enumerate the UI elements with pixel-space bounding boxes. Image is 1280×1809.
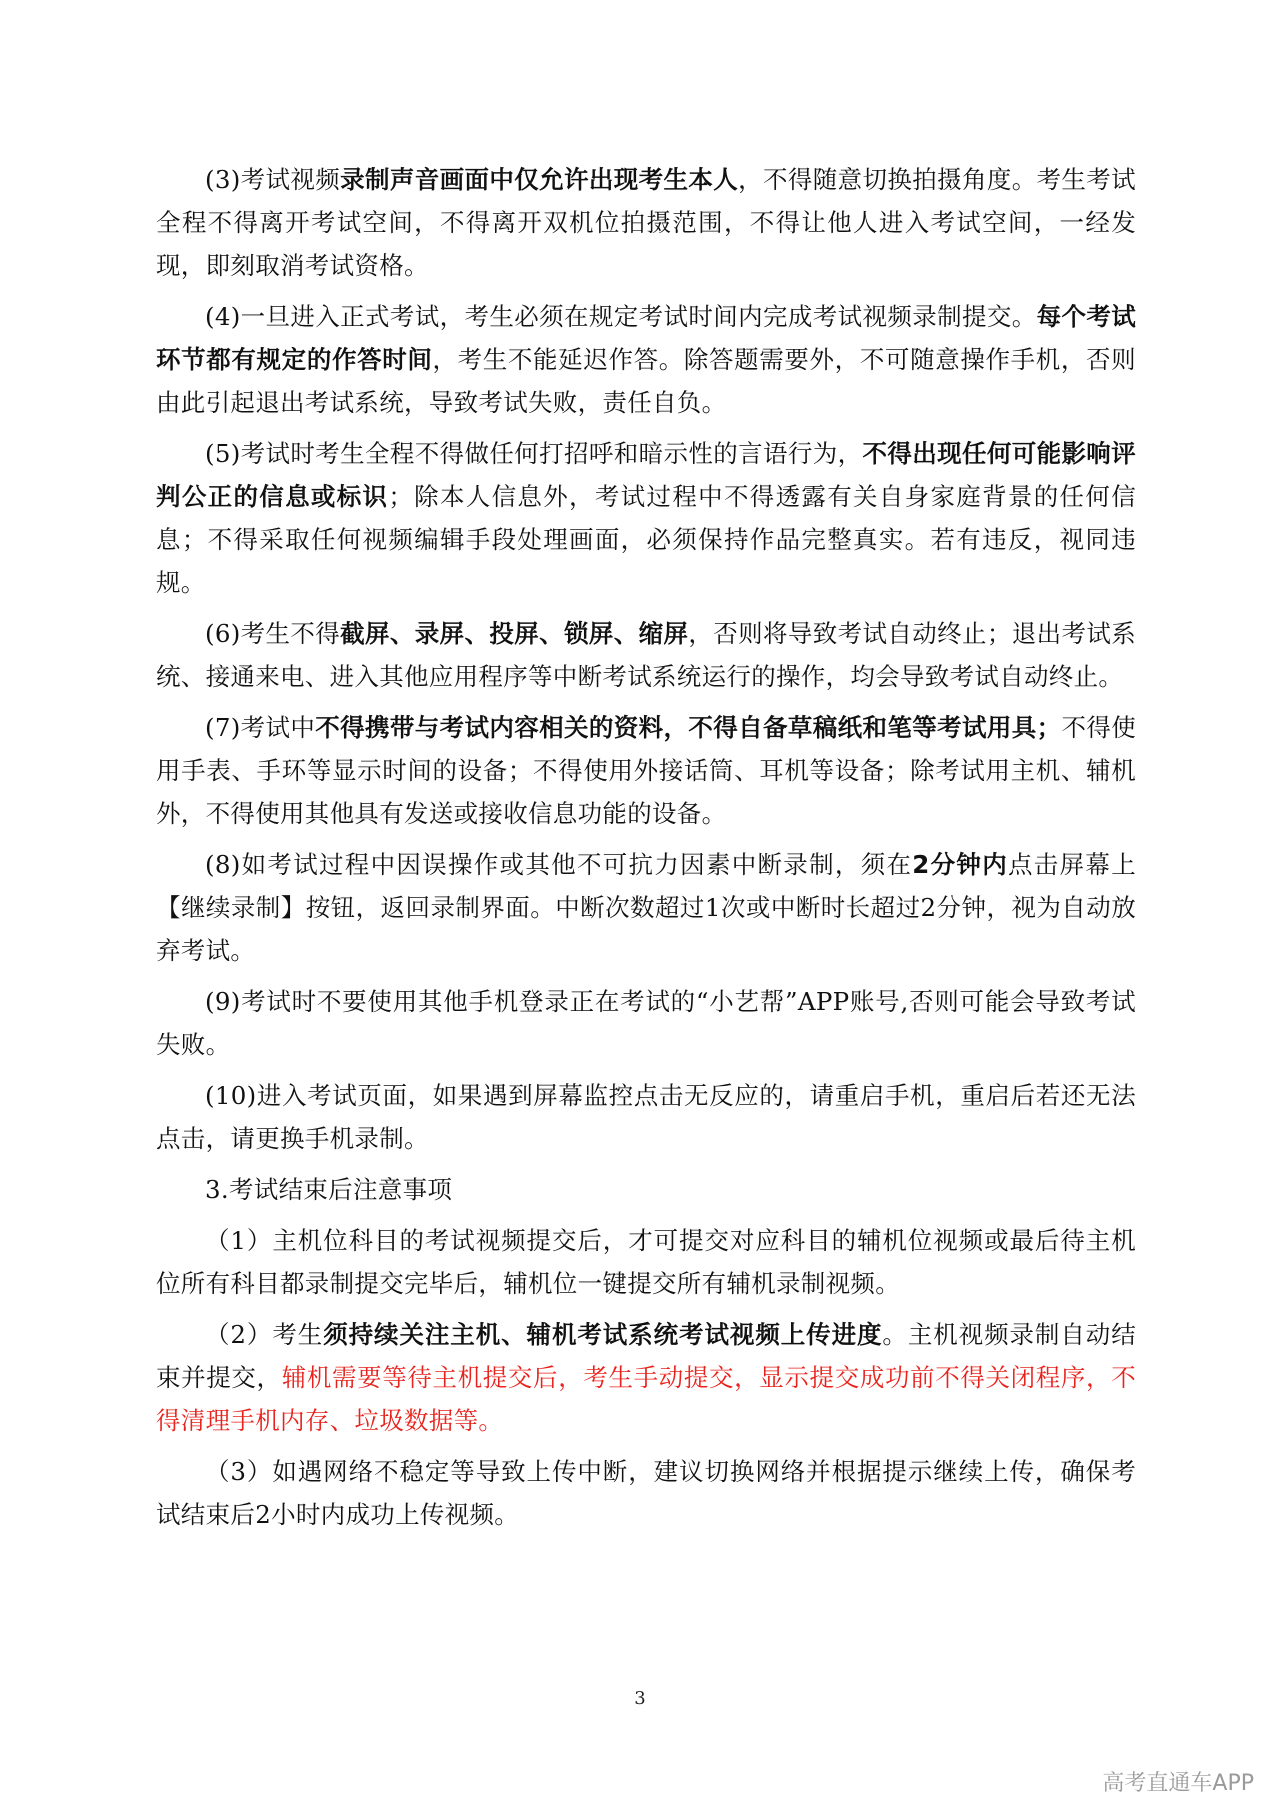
text-segment: 3.考试结束后注意事项	[205, 1175, 453, 1204]
text-segment: (3)考试视频	[205, 165, 341, 194]
paragraph	[156, 980, 1136, 1066]
paragraph	[156, 432, 1136, 604]
page-number: 3	[634, 1688, 646, 1709]
document-body	[156, 158, 1136, 1544]
paragraph	[156, 1450, 1136, 1536]
text-segment: ，考生不能延迟作答。除答题需要外，不可随意操作手机，否则由此引起退出考试系统，导致考试失败，责任自负。	[156, 345, 1136, 417]
red-highlight-text: 辅机需要等待主机提交后，考生手动提交，显示提交成功前不得关闭程序，不得清理手机内存、垃圾数据等。	[156, 1363, 1136, 1435]
paragraph	[156, 1219, 1136, 1305]
text-segment: (5)考试时考生全程不得做任何打招呼和暗示性的言语行为，	[205, 439, 863, 468]
text-segment: 点击屏幕上【继续录制】按钮，返回录制界面。中断次数超过1次或中断时长超过2分钟，视为自动放弃考试。	[156, 850, 1136, 965]
bold-text: 截屏、录屏、投屏、锁屏、缩屏	[340, 619, 689, 648]
text-segment: (10)进入考试页面，如果遇到屏幕监控点击无反应的，请重启手机，重启后若还无法点击，请更换手机录制。	[156, 1081, 1136, 1153]
paragraph	[156, 1168, 1136, 1211]
text-segment: （3）如遇网络不稳定等导致上传中断，建议切换网络并根据提示继续上传，确保考试结束后2小时内成功上传视频。	[156, 1457, 1136, 1529]
bold-text: 2分钟内	[912, 850, 1009, 879]
text-segment: (6)考生不得	[205, 619, 341, 648]
text-segment: （2）考生	[205, 1320, 324, 1349]
bold-text: 须持续关注主机、辅机考试系统考试视频上传进度	[323, 1320, 883, 1349]
text-segment: ，否则将导致考试自动终止；退出考试系统、接通来电、进入其他应用程序等中断考试系统运行的操作，均会导致考试自动终止。	[156, 619, 1136, 691]
bold-text: 录制声音画面中仅允许出现考生本人	[340, 165, 739, 194]
bold-text: 不得携带与考试内容相关的资料，不得自备草稿纸和笔等考试用具；	[315, 713, 1062, 742]
text-segment: ；除本人信息外，考试过程中不得透露有关自身家庭背景的任何信息；不得采取任何视频编辑手段处理画面，必须保持作品完整真实。若有违反，视同违规。	[156, 482, 1136, 597]
paragraph	[156, 706, 1136, 835]
paragraph	[156, 295, 1136, 424]
text-segment: ，不得随意切换拍摄角度。考生考试全程不得离开考试空间，不得离开双机位拍摄范围，不得让他人进入考试空间，一经发现，即刻取消考试资格。	[156, 165, 1136, 280]
text-segment: (8)如考试过程中因误操作或其他不可抗力因素中断录制，须在	[205, 850, 913, 879]
paragraph	[156, 1074, 1136, 1160]
paragraph	[156, 843, 1136, 972]
watermark-text: 高考直通车APP	[1102, 1771, 1254, 1796]
paragraph	[156, 1313, 1136, 1442]
text-segment: （1）主机位科目的考试视频提交后，才可提交对应科目的辅机位视频或最后待主机位所有科目都录制提交完毕后，辅机位一键提交所有辅机录制视频。	[156, 1226, 1136, 1298]
text-segment: (4)一旦进入正式考试，考生必须在规定考试时间内完成考试视频录制提交。	[205, 302, 1037, 331]
bold-text: 不得出现任何可能影响评判公正的信息或标识	[156, 439, 1136, 511]
paragraph	[156, 612, 1136, 698]
text-segment: 。主机视频录制自动结束并提交，	[156, 1320, 1136, 1392]
text-segment: (9)考试时不要使用其他手机登录正在考试的“小艺帮”APP账号,否则可能会导致考试失败。	[156, 987, 1136, 1059]
text-segment: 不得使用手表、手环等显示时间的设备；不得使用外接话筒、耳机等设备；除考试用主机、辅机外，不得使用其他具有发送或接收信息功能的设备。	[156, 713, 1136, 828]
bold-text: 每个考试环节都有规定的作答时间	[156, 302, 1136, 374]
paragraph	[156, 158, 1136, 287]
text-segment: (7)考试中	[205, 713, 316, 742]
